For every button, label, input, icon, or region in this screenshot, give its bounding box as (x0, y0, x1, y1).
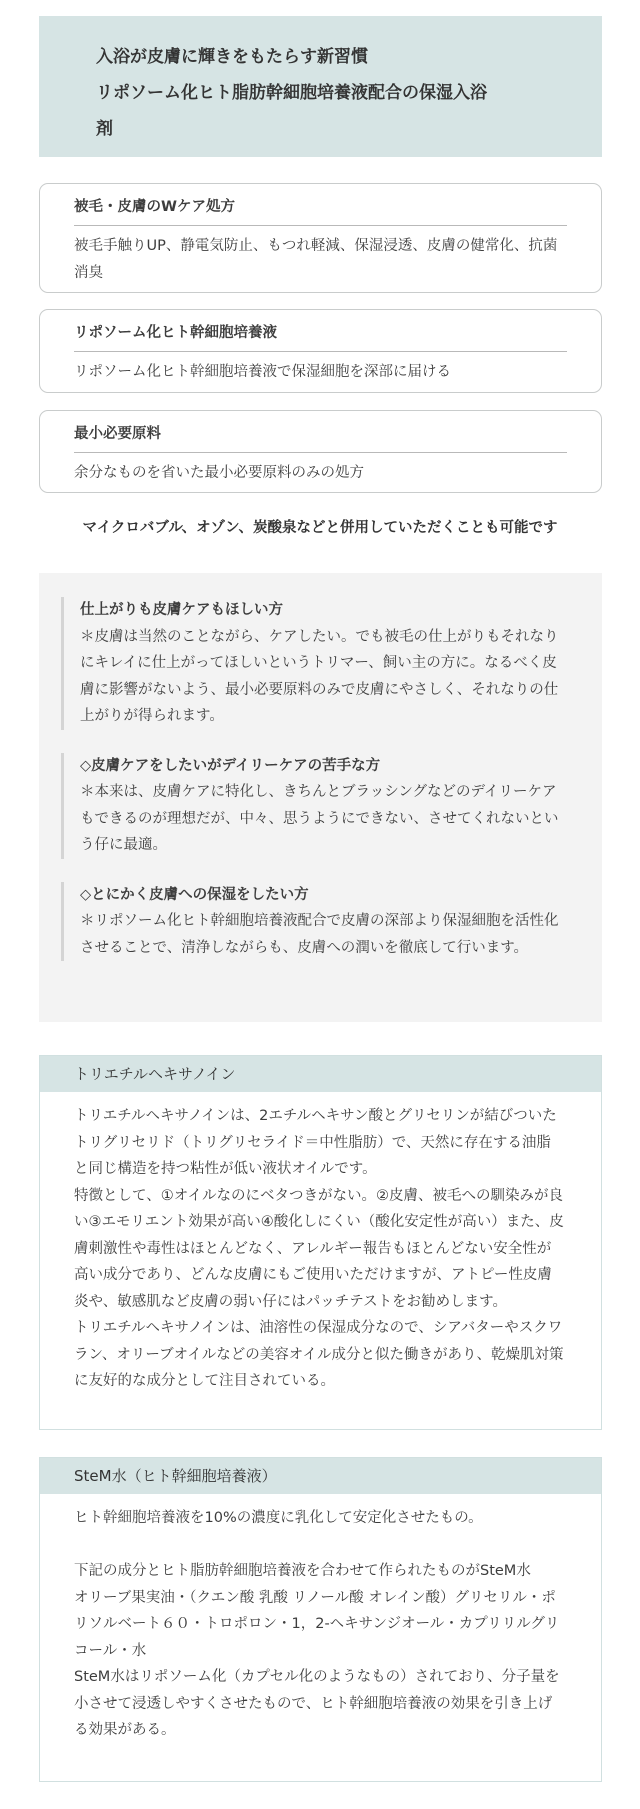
feature-card-minimal (39, 410, 602, 493)
feature-body: 余分なものを省いた最小必要原料のみの処方 (74, 465, 364, 481)
feature-body: 被毛手触りUP、静電気防止、もつれ軽減、保湿浸透、皮膚の健常化、抗菌消臭 (74, 238, 558, 281)
recommended-title: ◇皮膚ケアをしたいがデイリーケアの苦手な方 (80, 757, 381, 774)
recommended-item (61, 753, 568, 859)
ingredient-body (40, 1092, 601, 1395)
hero-line-2: リポソーム化ヒト脂肪幹細胞培養液配合の保湿入浴 (96, 83, 487, 103)
feature-body: リポソーム化ヒト幹細胞培養液で保湿細胞を深部に届ける (74, 364, 451, 380)
recommended-body: ＊リポソーム化ヒト幹細胞培養液配合で皮膚の深部より保湿細胞を活性化させることで、清浄しながらも、皮膚への潤いを徹底して行います。 (80, 913, 559, 956)
recommended-panel (39, 573, 602, 1022)
hero-banner (39, 16, 602, 157)
recommended-item (61, 597, 568, 730)
feature-title: 被毛・皮膚のWケア処方 (74, 197, 567, 226)
usage-note: マイクロバブル、オゾン、炭酸泉などと併用していただくことも可能です (82, 520, 558, 536)
hero-line-1: 入浴が皮膚に輝きをもたらす新習慣 (96, 47, 368, 67)
feature-card-liposome (39, 309, 602, 393)
ingredient-paragraph: SteM水はリポソーム化（カプセル化のようなもの）されており、分子量を小させて浸透しやすくさせたもので、ヒト幹細胞培養液の効果を引き上げる効果がある。 (74, 1669, 560, 1738)
hero-line-3: 剤 (96, 119, 113, 139)
recommended-item (61, 882, 568, 962)
ingredient-paragraph: トリエチルヘキサノインは、油溶性の保湿成分なので、シアバターやスクワラン、オリーブオイルなどの美容オイル成分と似た働きがあり、乾燥肌対策に友好的な成分として注目されている。 (74, 1320, 564, 1389)
ingredient-paragraph: トリエチルヘキサノインは、2エチルヘキサン酸とグリセリンが結びついたトリグリセリド（トリグリセライド＝中性脂肪）で、天然に存在する油脂と同じ構造を持つ粘性が低い液状オイルです。 (74, 1108, 557, 1177)
ingredient-box-triethylhexanoin (39, 1055, 602, 1430)
recommended-body: ＊本来は、皮膚ケアに特化し、きちんとブラッシングなどのデイリーケアもできるのが理想だが、中々、思うようにできない、させてくれないという仔に最適。 (80, 784, 559, 853)
ingredient-box-stem-water (39, 1457, 602, 1782)
ingredient-paragraph (74, 1532, 565, 1559)
ingredient-paragraph: ヒト幹細胞培養液を10%の濃度に乳化して安定化させたもの。 (74, 1510, 483, 1526)
recommended-body: ＊皮膚は当然のことながら、ケアしたい。でも被毛の仕上がりもそれなりにキレイに仕上がってほしいというトリマー、飼い主の方に。なるべく皮膚に影響がないよう、最小必要原料のみで皮膚にやさしく、それなりの仕上がりが得られます。 (80, 628, 559, 724)
ingredient-title: トリエチルヘキサノイン (40, 1056, 601, 1092)
feature-title: 最小必要原料 (74, 424, 567, 453)
recommended-title: ◇とにかく皮膚への保湿をしたい方 (80, 886, 309, 903)
feature-card-wcare (39, 183, 602, 293)
ingredient-title: SteM水（ヒト幹細胞培養液） (40, 1458, 601, 1494)
ingredient-paragraph: 特徴として、①オイルなのにベタつきがない。②皮膚、被毛への馴染みが良い③エモリエント効果が高い④酸化しにくい（酸化安定性が高い）また、皮膚刺激性や毒性はほとんどなく、アレルギー報告もほとんどない安全性が高い成分であり、どんな皮膚にもご使用いただけますが、アトピー性皮膚炎や、敏感肌など皮膚の弱い仔にはパッチテストをお勧めします。 (74, 1187, 564, 1310)
recommended-title: 仕上がりも皮膚ケアもほしい方 (80, 602, 283, 618)
feature-title: リポソーム化ヒト幹細胞培養液 (74, 323, 567, 352)
ingredient-paragraph: オリーブ果実油・（クエン酸 乳酸 リノール酸 オレイン酸）グリセリル・ポリソルベート６０・トロポロン・1，2-ヘキサンジオール・カプリリルグリコール・水 (74, 1589, 560, 1659)
ingredient-paragraph: 下記の成分とヒト脂肪幹細胞培養液を合わせて作られたものがSteM水 (74, 1563, 531, 1579)
ingredient-body (40, 1494, 601, 1744)
